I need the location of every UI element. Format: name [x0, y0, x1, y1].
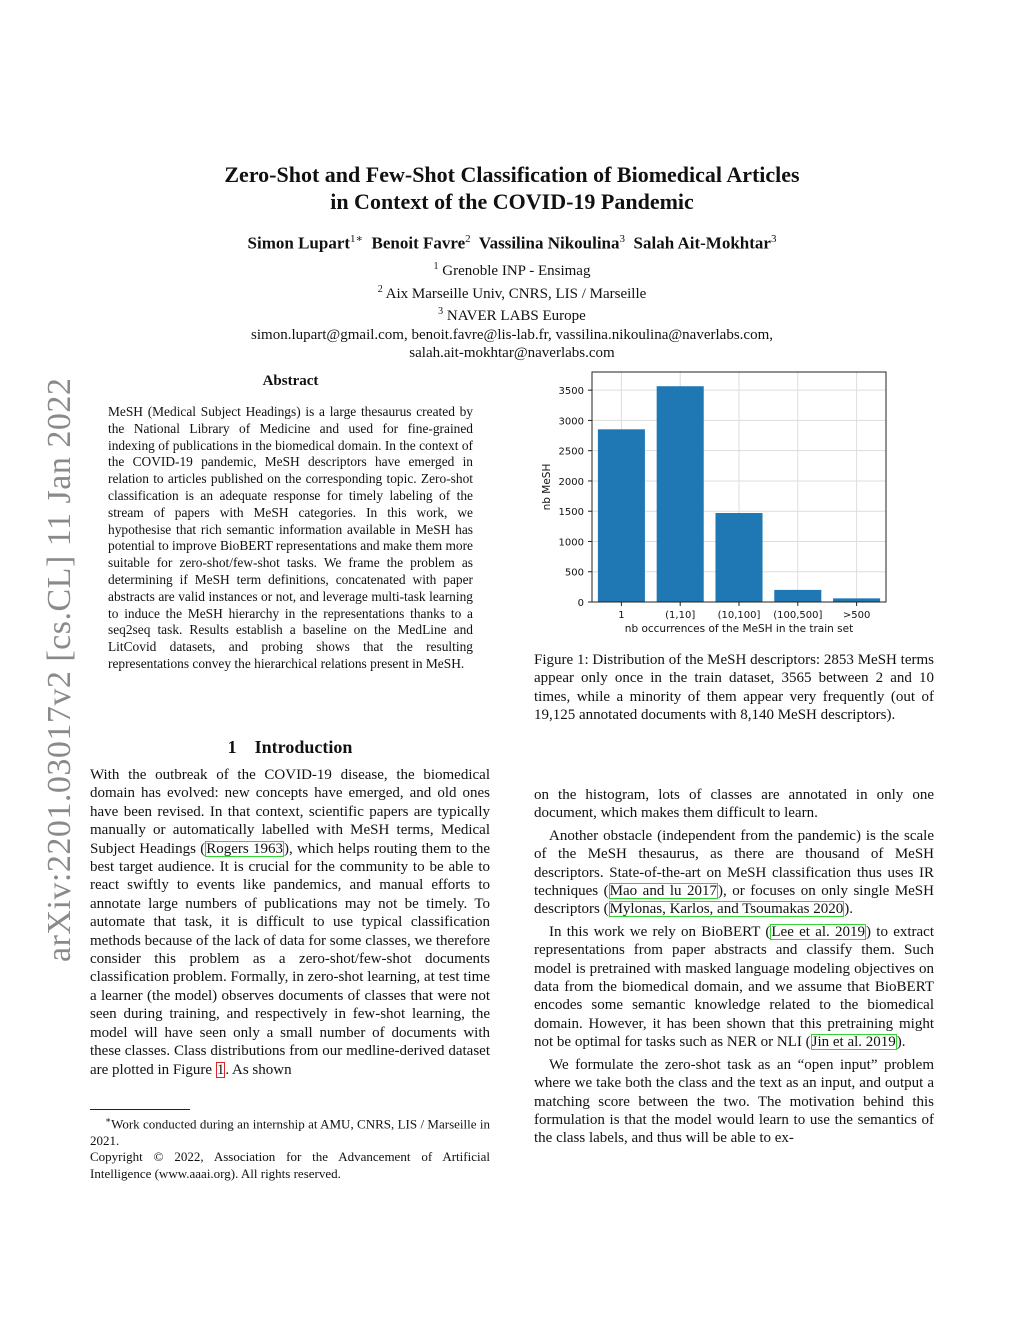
emails-line-2: salah.ait-mokhtar@naverlabs.com — [409, 345, 615, 361]
footnote-rule — [90, 1109, 190, 1110]
section-heading-introduction — [90, 737, 490, 758]
citation-link[interactable]: Rogers 1963 — [206, 840, 283, 857]
affiliation-line — [120, 281, 904, 304]
footnote — [90, 1112, 490, 1182]
footnote-text: Work conducted during an internship at AMU, CNRS, LIS / Marseille in 2021. — [90, 1116, 490, 1148]
affiliation-text: Grenoble INP - Ensimag — [442, 263, 591, 279]
affiliation-line — [120, 303, 904, 326]
text-run: Another obstacle (independent from the pandemic) is the scale of the MeSH thesaurus, as there are thousand of MeSH descriptors. State-of-the-art on MeSH classification thus uses IR techniques ( — [534, 827, 934, 900]
abstract-heading: Abstract — [262, 373, 319, 389]
author-sup: 2 — [465, 233, 471, 245]
author-sup: 1∗ — [350, 233, 364, 245]
copyright-notice: Copyright © 2022, Association for the Advancement of Artificial Intelligence (www.aaai.org). All rights reserved. — [90, 1149, 490, 1181]
y-tick-label: 3000 — [558, 416, 584, 428]
text-run: ) to extract representations from paper abstracts and classify them. Such model is pretrained with masked language modeling objectives on data from the biomedical domain, and we assume that BioBERT encodes some semantic knowledge related to the biomedical domain. However, it has been shown that this pretraining might not be optimal for tasks such as NER or NLI ( — [534, 923, 934, 1051]
x-tick-label: (10,100] — [717, 610, 761, 621]
y-tick-label: 0 — [577, 598, 584, 609]
title-line-2: in Context of the COVID-19 Pandemic — [330, 189, 694, 214]
text-run: ), or focuses on only single MeSH descriptors ( — [534, 883, 934, 918]
bar-3 — [774, 590, 821, 602]
citation-link[interactable]: Lee et al. 2019 — [771, 923, 866, 940]
footnote-mark: ∗ — [105, 1115, 112, 1125]
abstract-body: MeSH (Medical Subject Headings) is a large thesaurus created by the National Library of Medicine and used for fine-grained indexing of publications in the biomedical domain. In the context of the COVID-19 pandemic, MeSH descriptors have emerged in relation to articles published on the corresponding topic. Zero-shot classification is an adequate response for timely labeling of the stream of papers with MeSH categories. In this work, we hypothesise that rich semantic information available in MeSH has potential to improve BioBERT representations and make them more suitable for zero-shot/few-shot tasks. We frame the problem as determining if MeSH term definitions, concatenated with paper abstracts are valid instances or not, and leverage multi-task learning to induce the MeSH hierarchy in the representations thanks to a seq2seq task. Results establish a baseline on the MedLine and LitCovid datasets, and probing shows that the resulting representations convey the hierarchical relations present in MeSH. — [108, 404, 473, 671]
y-tick-label: 1000 — [558, 537, 584, 549]
affiliation-sup: 3 — [438, 306, 444, 317]
y-tick-label: 2000 — [558, 476, 584, 488]
y-tick-label: 1500 — [558, 507, 584, 519]
author-name: Simon Lupart — [247, 233, 351, 253]
text-run: With the outbreak of the COVID-19 disease, the biomedical domain has evolved: new concepts have emerged, and old ones have been revised. In that context, scientific papers are typically manually or automatically labelled with MeSH terms, Medical Subject Headings ( — [90, 767, 490, 857]
author-name: Benoit Favre — [371, 233, 466, 253]
footnote-work — [90, 1112, 490, 1149]
citation-link[interactable]: Jin et al. 2019 — [811, 1034, 896, 1051]
paragraph — [534, 923, 934, 1052]
bar-1 — [657, 386, 704, 602]
citation-link[interactable]: Mao and lu 2017 — [609, 883, 718, 900]
x-axis-label: nb occurrences of the MeSH in the train set — [624, 623, 854, 635]
affiliations — [120, 258, 904, 363]
intro-paragraph — [90, 766, 490, 1079]
paragraph — [534, 1056, 934, 1148]
text-run: on the histogram, lots of classes are annotated in only one document, which makes them difficult to learn. — [534, 787, 934, 822]
text-run: ), which helps routing them to the best target audience. It is crucial for the community to be able to react swiftly to events like pandemics, and manual efforts to annotate large numbers of publications may not be timely. To automate that task, it is difficult to use typical classification methods because of the lack of data for some classes, we therefore consider this problem as a zero-shot/few-shot documents classification problem. Formally, in zero-shot learning, at test time a learner (the model) observes documents of classes that were not seen during training, and respectively in few-shot learning, the model will have seen only a small number of documents with these classes. Class distributions from our medline-derived dataset are plotted in Figure — [90, 840, 491, 1078]
x-tick-label: 1 — [618, 610, 625, 621]
arxiv-stamp: arXiv:2201.03017v2 [cs.CL] 11 Jan 2022 — [41, 377, 78, 963]
x-tick-label: >500 — [842, 610, 871, 621]
y-tick-label: 2500 — [558, 446, 584, 458]
paragraph — [534, 786, 934, 823]
text-run: We formulate the zero-shot task as an “open input” problem where we take both the class and the text as an input, and output a matching score between the two. The motivation behind this formulation is that the model would learn to use the semantics of the class labels, and thus will be able to ex- — [534, 1056, 934, 1147]
y-tick-label: 500 — [564, 567, 584, 579]
title-line-1: Zero-Shot and Few-Shot Classification of Biomedical Articles — [224, 162, 800, 187]
x-tick-label: (100,500] — [773, 610, 823, 621]
author-sup: 3 — [770, 233, 777, 245]
section-title: Introduction — [254, 737, 353, 757]
text-run: ). — [844, 901, 853, 918]
bar-0 — [598, 429, 645, 602]
y-tick-label: 3500 — [558, 386, 584, 398]
text-run: ). — [896, 1034, 906, 1051]
x-tick-label: (1,10] — [665, 610, 696, 621]
paper-title — [120, 161, 904, 215]
affiliation-sup: 1 — [433, 261, 439, 272]
author-sup: 3 — [619, 233, 626, 245]
affiliation-line — [120, 258, 904, 281]
author-name: Salah Ait-Mokhtar — [633, 233, 771, 253]
y-axis-label: nb MeSH — [541, 463, 553, 511]
paragraph — [534, 827, 934, 919]
bar-2 — [715, 513, 762, 602]
right-column-text — [534, 786, 934, 1152]
author-list — [120, 232, 904, 254]
emails-line-1: simon.lupart@gmail.com, benoit.favre@lis-lab.fr, vassilina.nikoulina@naverlabs.com, — [251, 326, 773, 343]
affiliation-text: Aix Marseille Univ, CNRS, LIS / Marseille — [385, 285, 647, 302]
bar-4 — [833, 598, 880, 602]
figure-1-chart — [534, 368, 894, 643]
figure-caption: Figure 1: Distribution of the MeSH descriptors: 2853 MeSH terms appear only once in the train dataset, 3565 between 2 and 10 times, while a minority of them appear very frequently (out of 19,125 annotated documents with 8,140 MeSH descriptors). — [534, 652, 934, 724]
author-name: Vassilina Nikoulina — [478, 233, 620, 253]
figure-ref-link[interactable]: 1 — [216, 1061, 225, 1078]
text-run: . As shown — [225, 1061, 292, 1078]
text-run: In this work we rely on BioBERT ( — [549, 923, 771, 940]
affiliation-sup: 2 — [377, 283, 383, 295]
section-number: 1 — [227, 737, 237, 757]
citation-link[interactable]: Mylonas, Karlos, and Tsoumakas 2020 — [609, 901, 844, 918]
bar-chart — [534, 368, 894, 643]
affiliation-text: NAVER LABS Europe — [446, 308, 586, 324]
